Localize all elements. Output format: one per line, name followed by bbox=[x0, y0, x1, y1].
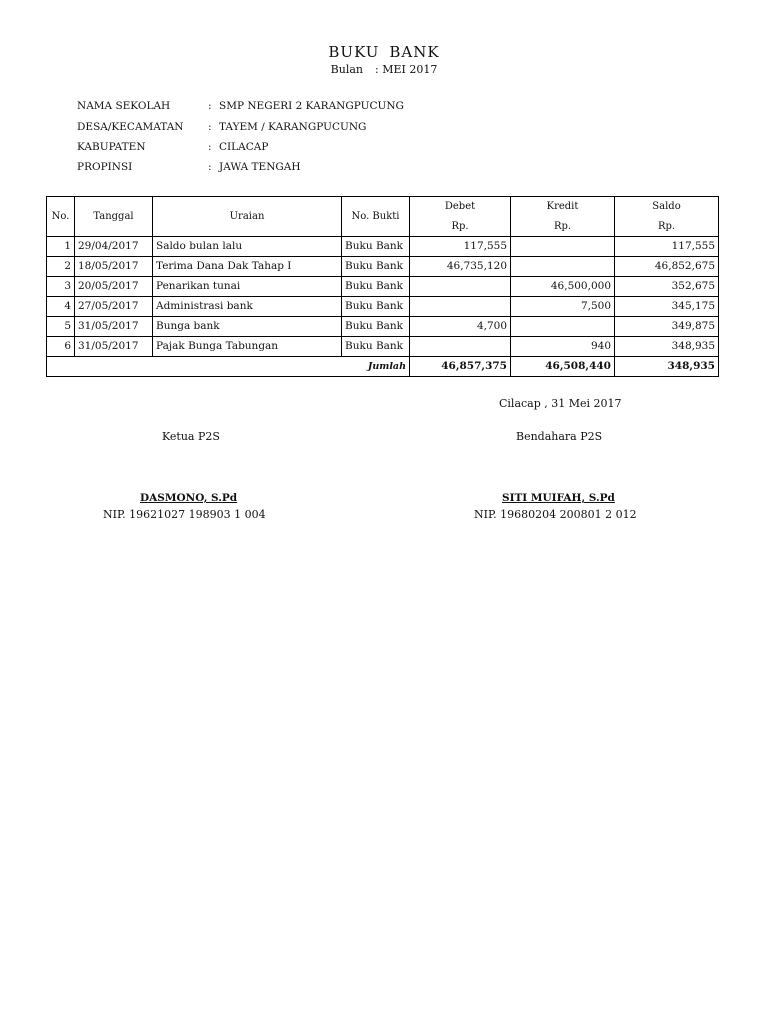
cell-credit bbox=[511, 256, 615, 276]
month-label: Bulan bbox=[330, 63, 363, 76]
cell-no: 5 bbox=[47, 316, 75, 336]
signer-name-left: DASMONO, S.Pd bbox=[140, 492, 238, 504]
cell-date: 18/05/2017 bbox=[75, 256, 153, 276]
header-currency: Rp. bbox=[615, 217, 719, 237]
cell-date: 31/05/2017 bbox=[75, 336, 153, 356]
cell-credit: 46,500,000 bbox=[511, 276, 615, 296]
cell-description: Pajak Bunga Tabungan bbox=[153, 336, 342, 356]
header-proof: No. Bukti bbox=[342, 197, 410, 237]
cell-debit: 4,700 bbox=[410, 316, 511, 336]
cell-debit bbox=[410, 296, 511, 316]
table-row bbox=[47, 276, 719, 296]
cell-proof: Buku Bank bbox=[342, 276, 410, 296]
cell-description: Penarikan tunai bbox=[153, 276, 342, 296]
info-value: CILACAP bbox=[219, 141, 269, 153]
cell-date: 27/05/2017 bbox=[75, 296, 153, 316]
header-description: Uraian bbox=[153, 197, 342, 237]
total-balance: 348,935 bbox=[615, 356, 719, 376]
table-row bbox=[47, 316, 719, 336]
cell-debit bbox=[410, 276, 511, 296]
role-treasurer: Bendahara P2S bbox=[516, 430, 603, 443]
cell-balance: 349,875 bbox=[615, 316, 719, 336]
cell-proof: Buku Bank bbox=[342, 336, 410, 356]
info-value: JAWA TENGAH bbox=[219, 161, 301, 173]
cell-proof: Buku Bank bbox=[342, 296, 410, 316]
cell-credit bbox=[511, 236, 615, 256]
cell-debit: 46,735,120 bbox=[410, 256, 511, 276]
cell-proof: Buku Bank bbox=[342, 316, 410, 336]
title-word-2: BANK bbox=[389, 43, 440, 61]
cell-description: Bunga bank bbox=[153, 316, 342, 336]
cell-debit: 117,555 bbox=[410, 236, 511, 256]
header-debit: Debet bbox=[410, 197, 511, 217]
month-value: : MEI 2017 bbox=[375, 63, 438, 76]
info-label: PROPINSI bbox=[77, 161, 133, 173]
header-currency: Rp. bbox=[511, 217, 615, 237]
info-label: KABUPATEN bbox=[77, 141, 146, 153]
total-row bbox=[47, 356, 719, 376]
cell-no: 6 bbox=[47, 336, 75, 356]
info-label: NAMA SEKOLAH bbox=[77, 100, 171, 112]
signer-nip-left: NIP. 19621027 198903 1 004 bbox=[103, 508, 266, 521]
total-credit: 46,508,440 bbox=[511, 356, 615, 376]
month-line bbox=[0, 63, 768, 76]
cell-balance: 348,935 bbox=[615, 336, 719, 356]
info-colon: : bbox=[208, 161, 212, 173]
total-label: Jumlah bbox=[47, 356, 410, 376]
cell-debit bbox=[410, 336, 511, 356]
info-value: TAYEM / KARANGPUCUNG bbox=[219, 121, 367, 133]
info-value: SMP NEGERI 2 KARANGPUCUNG bbox=[219, 100, 404, 112]
cell-no: 2 bbox=[47, 256, 75, 276]
cell-balance: 117,555 bbox=[615, 236, 719, 256]
total-debit: 46,857,375 bbox=[410, 356, 511, 376]
cell-description: Terima Dana Dak Tahap I bbox=[153, 256, 342, 276]
header-credit: Kredit bbox=[511, 197, 615, 217]
role-chairman: Ketua P2S bbox=[162, 430, 220, 443]
info-label: DESA/KECAMATAN bbox=[77, 121, 184, 133]
table-row bbox=[47, 256, 719, 276]
cell-credit: 7,500 bbox=[511, 296, 615, 316]
table-row bbox=[47, 236, 719, 256]
table-row bbox=[47, 336, 719, 356]
header-currency: Rp. bbox=[410, 217, 511, 237]
cell-no: 4 bbox=[47, 296, 75, 316]
header-balance: Saldo bbox=[615, 197, 719, 217]
info-colon: : bbox=[208, 121, 212, 133]
signer-nip-right: NIP. 19680204 200801 2 012 bbox=[474, 508, 637, 521]
cell-description: Administrasi bank bbox=[153, 296, 342, 316]
cell-no: 3 bbox=[47, 276, 75, 296]
signer-name-right: SITI MUIFAH, S.Pd bbox=[502, 492, 615, 504]
cell-balance: 46,852,675 bbox=[615, 256, 719, 276]
cell-date: 29/04/2017 bbox=[75, 236, 153, 256]
cell-credit bbox=[511, 316, 615, 336]
ledger-table bbox=[46, 196, 719, 377]
document-title bbox=[0, 43, 768, 61]
info-colon: : bbox=[208, 100, 212, 112]
cell-no: 1 bbox=[47, 236, 75, 256]
cell-proof: Buku Bank bbox=[342, 256, 410, 276]
cell-date: 31/05/2017 bbox=[75, 316, 153, 336]
cell-date: 20/05/2017 bbox=[75, 276, 153, 296]
cell-credit: 940 bbox=[511, 336, 615, 356]
info-colon: : bbox=[208, 141, 212, 153]
cell-balance: 352,675 bbox=[615, 276, 719, 296]
place-date: Cilacap , 31 Mei 2017 bbox=[499, 397, 622, 410]
header-date: Tanggal bbox=[75, 197, 153, 237]
header-no: No. bbox=[47, 197, 75, 237]
cell-description: Saldo bulan lalu bbox=[153, 236, 342, 256]
table-row bbox=[47, 296, 719, 316]
cell-proof: Buku Bank bbox=[342, 236, 410, 256]
cell-balance: 345,175 bbox=[615, 296, 719, 316]
title-word-1: BUKU bbox=[328, 43, 380, 61]
